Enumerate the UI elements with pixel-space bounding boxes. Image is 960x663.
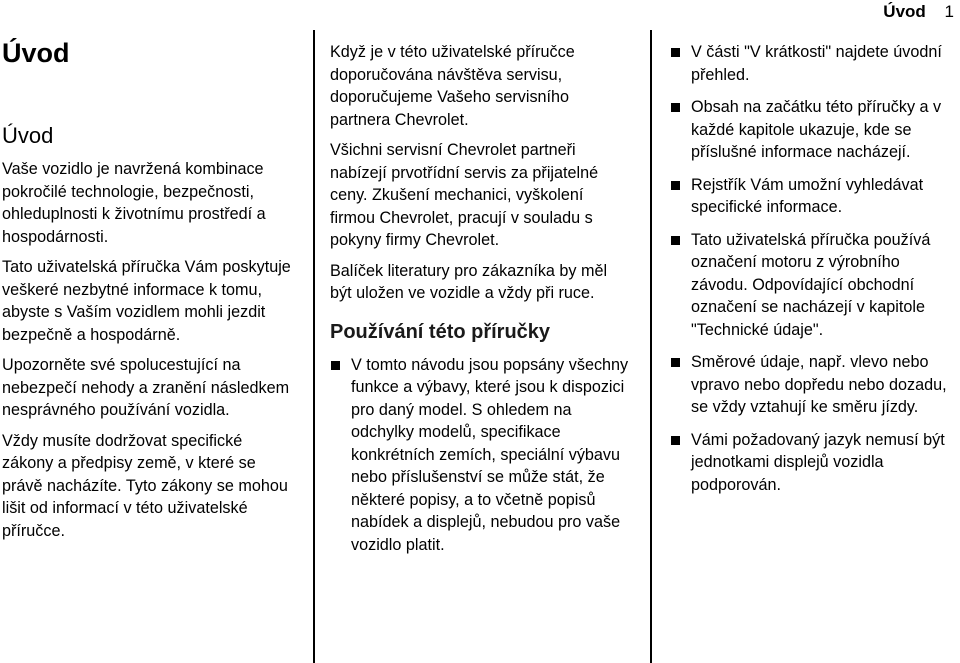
list-item — [670, 96, 958, 164]
list-item — [330, 354, 630, 557]
list-item-text: Směrové údaje, např. vlevo nebo vpravo nebo dopředu nebo dozadu, se vždy vztahují ke směru jízdy. — [691, 353, 947, 416]
page-number: 1 — [944, 2, 954, 21]
list-item-text: V části "V krátkosti" najdete úvodní přehled. — [691, 43, 942, 84]
square-bullet-icon — [671, 236, 680, 245]
list-item-text: V tomto návodu jsou popsány všechny funkce a výbavy, které jsou k dispozici pro daný model. S ohledem na odchylky modelů, specifikace konkrétních zemích, speciální výbavu nebo příslušenství se může stát, že některé popisy, a to včetně popisů nabídek a displejů, nebudou pro vaše vozidlo platit. — [351, 355, 629, 554]
paragraph: Tato uživatelská příručka Vám poskytuje veškeré nezbytné informace k tomu, abyste s Vaším vozidlem mohli jezdit bezpečně a hospodárně. — [2, 258, 291, 344]
list-item — [670, 429, 958, 497]
square-bullet-icon — [671, 103, 680, 112]
usage-list — [330, 354, 630, 557]
square-bullet-icon — [671, 181, 680, 190]
list-item-text: Tato uživatelská příručka používá označení motoru z výrobního závodu. Odpovídající obchodní označení se nacházejí v kapitole "Technické údaje". — [691, 230, 931, 339]
list-item — [670, 41, 958, 86]
list-item-text: Vámi požadovaný jazyk nemusí být jednotkami displejů vozidla podporován. — [691, 430, 945, 494]
list-item — [670, 229, 958, 342]
list-item-text: Rejstřík Vám umožní vyhledávat specifické informace. — [691, 175, 924, 216]
section-heading-usage: Používání této příručky — [330, 320, 551, 343]
paragraph: Vaše vozidlo je navržená kombinace pokročilé technologie, bezpečnosti, ohleduplnosti k životnímu prostředí a hospodárnosti. — [2, 160, 266, 246]
column-2 — [330, 41, 630, 566]
column-divider-left — [313, 30, 315, 663]
paragraph: Vždy musíte dodržovat specifické zákony a předpisy země, v které se právě nacházíte. Tyto zákony se mohou lišit od informací v této uživatelské příručce. — [2, 431, 288, 540]
paragraph: Všichni servisní Chevrolet partneři nabízejí prvotřídní servis za přijatelné ceny. Zkušení mechanici, vyškolení firmou Chevrolet, pracují v souladu s pokyny firmy Chevrolet. — [330, 141, 599, 249]
square-bullet-icon — [671, 436, 680, 445]
paragraph: Upozorněte své spolucestující na nebezpečí nehody a zranění následkem nesprávného používání vozidla. — [2, 356, 290, 419]
list-item — [670, 351, 958, 419]
column-3 — [670, 41, 958, 506]
list-item-text: Obsah na začátku této příručky a v každé kapitole ukazuje, kde se příslušné informace nacházejí. — [691, 98, 942, 161]
section-heading-intro: Úvod — [2, 123, 54, 148]
square-bullet-icon — [331, 361, 340, 370]
square-bullet-icon — [671, 48, 680, 57]
running-head — [883, 2, 954, 22]
usage-list-continued — [670, 41, 958, 496]
list-item — [670, 174, 958, 219]
page-title: Úvod — [2, 38, 70, 68]
paragraph: Balíček literatury pro zákazníka by měl být uložen ve vozidle a vždy při ruce. — [330, 261, 608, 302]
running-head-title: Úvod — [883, 2, 926, 21]
square-bullet-icon — [671, 358, 680, 367]
column-divider-right — [650, 30, 652, 663]
paragraph: Když je v této uživatelské příručce doporučována návštěva servisu, doporučujeme Vašeho servisního partnera Chevrolet. — [330, 43, 575, 129]
column-1 — [2, 123, 292, 550]
